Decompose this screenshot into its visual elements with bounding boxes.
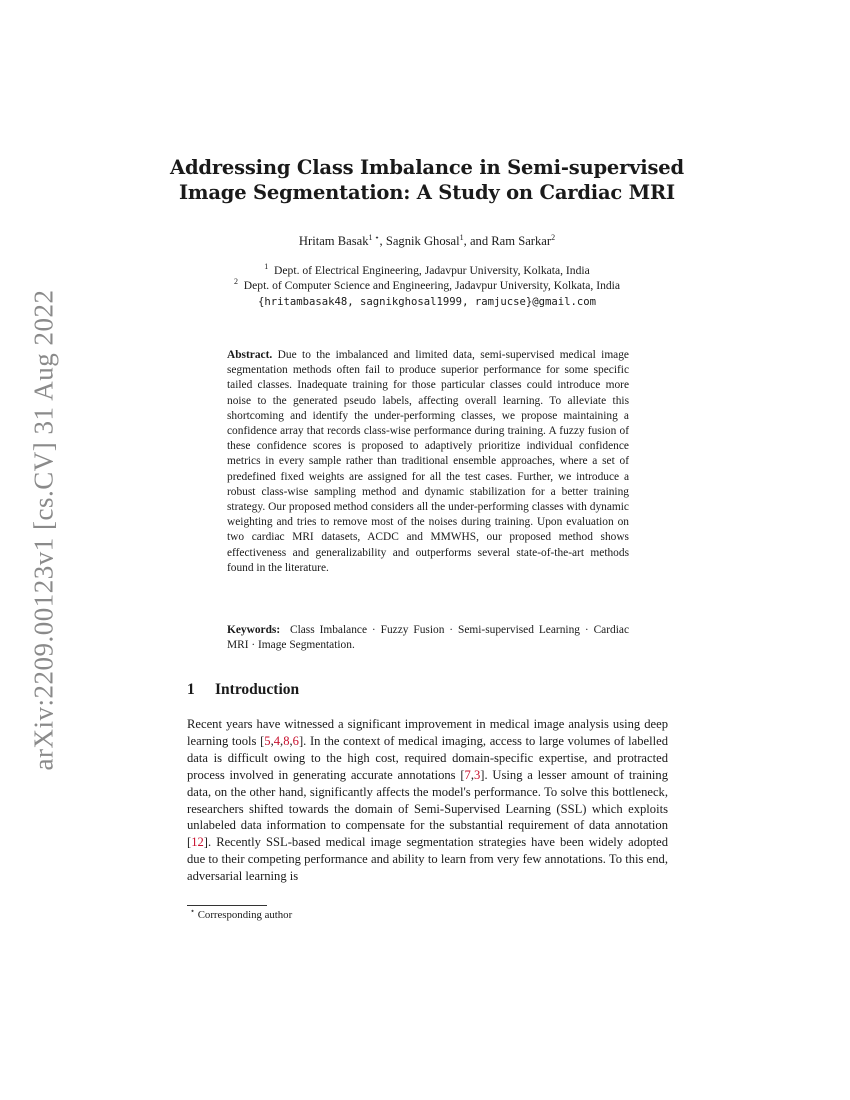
introduction-paragraph: [187, 716, 668, 885]
citation-separator: ,: [289, 733, 293, 748]
citation-link[interactable]: 6: [292, 733, 299, 748]
abstract-text: Due to the imbalanced and limited data, semi-supervised medical image segmentation methods often fail to produce superior performance for some specific tailed classes. Inadequate training for those particular classes could introduce more noise to the generated pseudo labels, affecting overall learning. To alleviate this shortcoming and identify the under-performing classes, we propose maintaining a confidence array that records class-wise performance during training. A fuzzy fusion of these confidence scores is proposed to adaptively prioritize individual confidence metrics in every sample rather than traditional ensemble approaches, where a set of predefined fixed weights are assigned for all the test cases. Further, we introduce a robust class-wise sampling method and dynamic stabilization for a better training strategy. Our proposed method considers all the under-performing classes with dynamic weighting and tries to remove most of the noises during training. Upon evaluation on two cardiac MRI datasets, ACDC and MMWHS, our proposed method shows effectiveness and generalizability and outperforms several state-of-the-art methods found in the literature.: [227, 349, 629, 574]
affiliation-2-number: 2: [233, 277, 238, 287]
keywords-block: [227, 623, 629, 653]
section-number: 1: [187, 681, 195, 698]
section-heading-introduction: [187, 681, 299, 699]
author-list: [150, 234, 704, 249]
abstract-label: Abstract.: [227, 349, 273, 361]
footnote-mark: ⋆: [190, 906, 196, 916]
affiliation-2-text: Dept. of Computer Science and Engineering, Jadavpur University, Kolkata, India: [243, 279, 621, 292]
affiliation-2: [150, 279, 704, 292]
citation-link[interactable]: 4: [273, 733, 281, 748]
citation-separator: ,: [280, 733, 284, 748]
intro-text-2: ]. In the context of medical imaging, access to large volumes of labelled data is difficult owing to the high cost, required domain-specific expertise, and protracted process involved in generating accurate annotations [: [187, 733, 668, 782]
citation-link[interactable]: 8: [283, 733, 290, 748]
title-line-2: Image Segmentation: A Study on Cardiac MRI: [179, 181, 675, 204]
citation-link[interactable]: 5: [264, 733, 271, 748]
citation-link[interactable]: 7: [464, 767, 471, 782]
affiliation-1: [150, 264, 704, 277]
author-1-name: Hritam Basak: [298, 234, 369, 248]
citation-separator: ,: [270, 733, 274, 748]
arxiv-identifier-stamp: arXiv:2209.00123v1 [cs.CV] 31 Aug 2022: [28, 289, 59, 771]
author-emails[interactable]: {hritambasak48, sagnikghosal1999, ramjucse}@gmail.com: [257, 296, 597, 308]
author-3-affil-mark: 2: [551, 232, 556, 242]
author-2-affil-mark: 1: [459, 232, 464, 242]
intro-text-3: ]. Using a lesser amount of training data, on the other hand, significantly affects the model's performance. To solve this bottleneck, researchers shifted towards the domain of Semi-Supervised Learning (SSL) which exploits unlabeled data information to compensate for the substantial requirement of data annotation [: [187, 767, 668, 850]
paper-title: [150, 155, 704, 205]
keywords-label: Keywords:: [227, 624, 281, 636]
abstract-block: [227, 348, 629, 576]
author-1-affil-mark: 1 ⋆: [368, 232, 380, 242]
citation-separator: ,: [470, 767, 474, 782]
footnote-divider: [187, 905, 267, 906]
affiliation-1-number: 1: [264, 262, 269, 272]
intro-text-4: ]. Recently SSL-based medical image segmentation strategies have been widely adopted due to their competing performance and ability to learn from very few annotations. To this end, adversarial learning is: [187, 835, 668, 884]
footnote-text: Corresponding author: [195, 909, 293, 921]
keywords-text: Class Imbalance · Fuzzy Fusion · Semi-supervised Learning · Cardiac MRI · Image Segmentation.: [227, 624, 629, 652]
citation-link[interactable]: 3: [474, 767, 481, 782]
section-title: Introduction: [215, 681, 300, 698]
author-3-name: , and Ram Sarkar: [463, 234, 552, 248]
author-2-name: , Sagnik Ghosal: [379, 234, 460, 248]
intro-text-1: Recent years have witnessed a significant improvement in medical image analysis using deep learning tools [: [187, 717, 668, 748]
citation-link[interactable]: 12: [191, 835, 204, 850]
footnote-corresponding-author: [190, 906, 293, 921]
title-line-1: Addressing Class Imbalance in Semi-supervised: [170, 156, 684, 179]
affiliation-1-text: Dept. of Electrical Engineering, Jadavpur University, Kolkata, India: [274, 264, 590, 277]
